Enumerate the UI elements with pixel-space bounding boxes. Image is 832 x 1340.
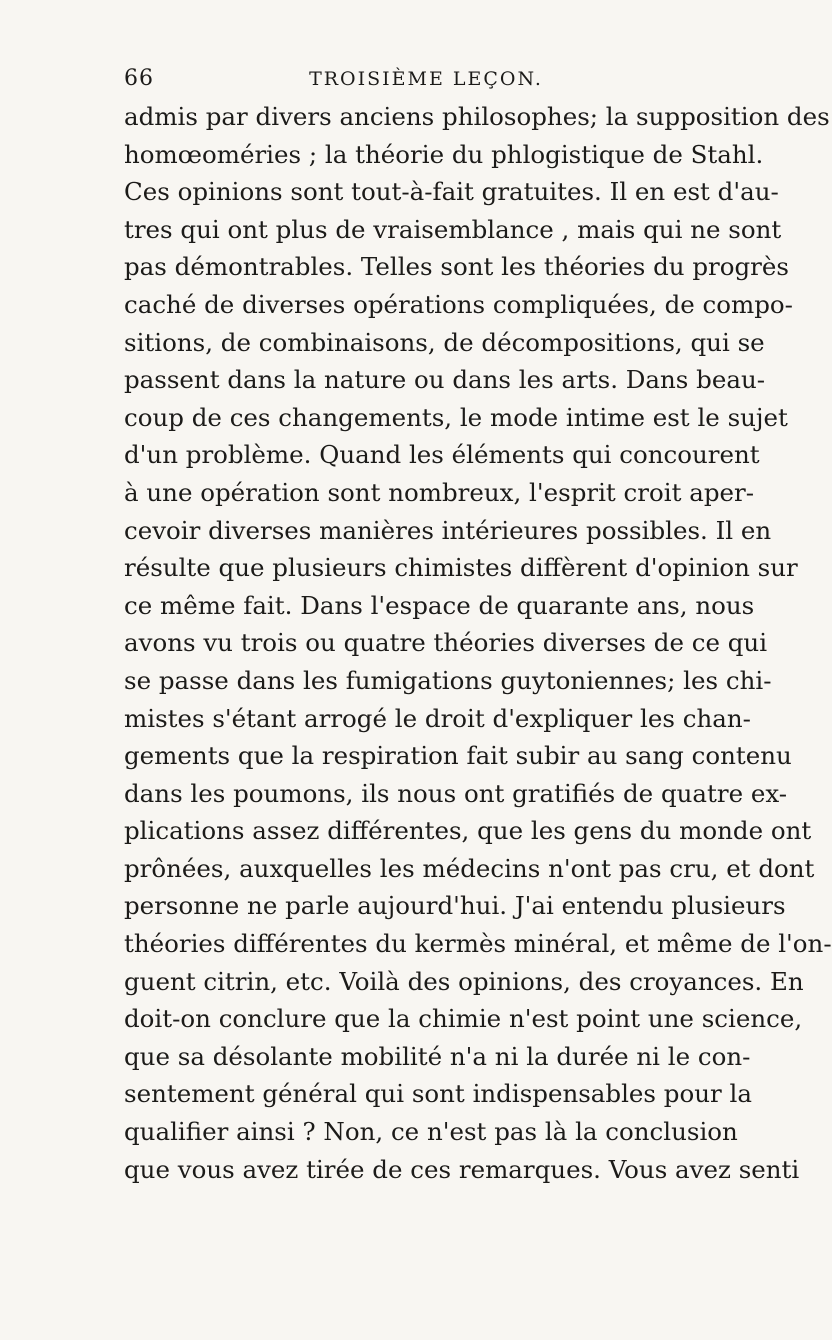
text-line: gements que la respiration fait subir au sang contenu xyxy=(124,741,792,771)
running-head xyxy=(124,66,728,96)
text-line: Ces opinions sont tout-à-fait gratuites. Il en est d'au- xyxy=(124,177,779,207)
page-number: 66 xyxy=(124,66,154,91)
text-line: sitions, de combinaisons, de décompositions, qui se xyxy=(124,327,765,357)
text-line: personne ne parle aujourd'hui. J'ai entendu plusieurs xyxy=(124,891,786,921)
text-line: mistes s'étant arrogé le droit d'expliquer les chan- xyxy=(124,703,751,733)
running-title: TROISIÈME LEÇON. xyxy=(309,68,543,90)
text-line: doit-on conclure que la chimie n'est point une science, xyxy=(124,1004,803,1034)
text-line: dans les poumons, ils nous ont gratifiés de quatre ex- xyxy=(124,778,788,808)
text-line: pas démontrables. Telles sont les théories du progrès xyxy=(124,252,789,282)
text-line: se passe dans les fumigations guytoniennes; les chi- xyxy=(124,665,772,695)
text-line: homœoméries ; la théorie du phlogistique de Stahl. xyxy=(124,139,764,169)
text-line: cevoir diverses manières intérieures possibles. Il en xyxy=(124,515,772,545)
body-text xyxy=(124,98,832,1188)
text-line: qualifier ainsi ? Non, ce n'est pas là la conclusion xyxy=(124,1117,738,1147)
text-line: sentement général qui sont indispensables pour la xyxy=(124,1079,752,1109)
text-line: coup de ces changements, le mode intime est le sujet xyxy=(124,402,788,432)
text-line: résulte que plusieurs chimistes diffèrent d'opinion sur xyxy=(124,553,798,583)
text-line: plications assez différentes, que les gens du monde ont xyxy=(124,816,812,846)
text-line: que vous avez tirée de ces remarques. Vous avez senti xyxy=(124,1154,800,1184)
text-line: guent citrin, etc. Voilà des opinions, des croyances. En xyxy=(124,966,804,996)
text-line: avons vu trois ou quatre théories diverses de ce qui xyxy=(124,628,768,658)
text-line: ce même fait. Dans l'espace de quarante ans, nous xyxy=(124,590,755,620)
text-line: à une opération sont nombreux, l'esprit croit aper- xyxy=(124,477,754,507)
text-line: admis par divers anciens philosophes; la supposition des xyxy=(124,102,830,131)
text-line: passent dans la nature ou dans les arts. Dans beau- xyxy=(124,365,766,395)
text-line: caché de diverses opérations compliquées, de compo- xyxy=(124,289,793,319)
text-line: que sa désolante mobilité n'a ni la durée ni le con- xyxy=(124,1041,751,1071)
text-line: tres qui ont plus de vraisemblance , mais qui ne sont xyxy=(124,214,782,244)
text-line: d'un problème. Quand les éléments qui concourent xyxy=(124,440,760,470)
text-line: prônées, auxquelles les médecins n'ont pas cru, et dont xyxy=(124,853,815,883)
text-line: théories différentes du kermès minéral, et même de l'on- xyxy=(124,929,832,959)
